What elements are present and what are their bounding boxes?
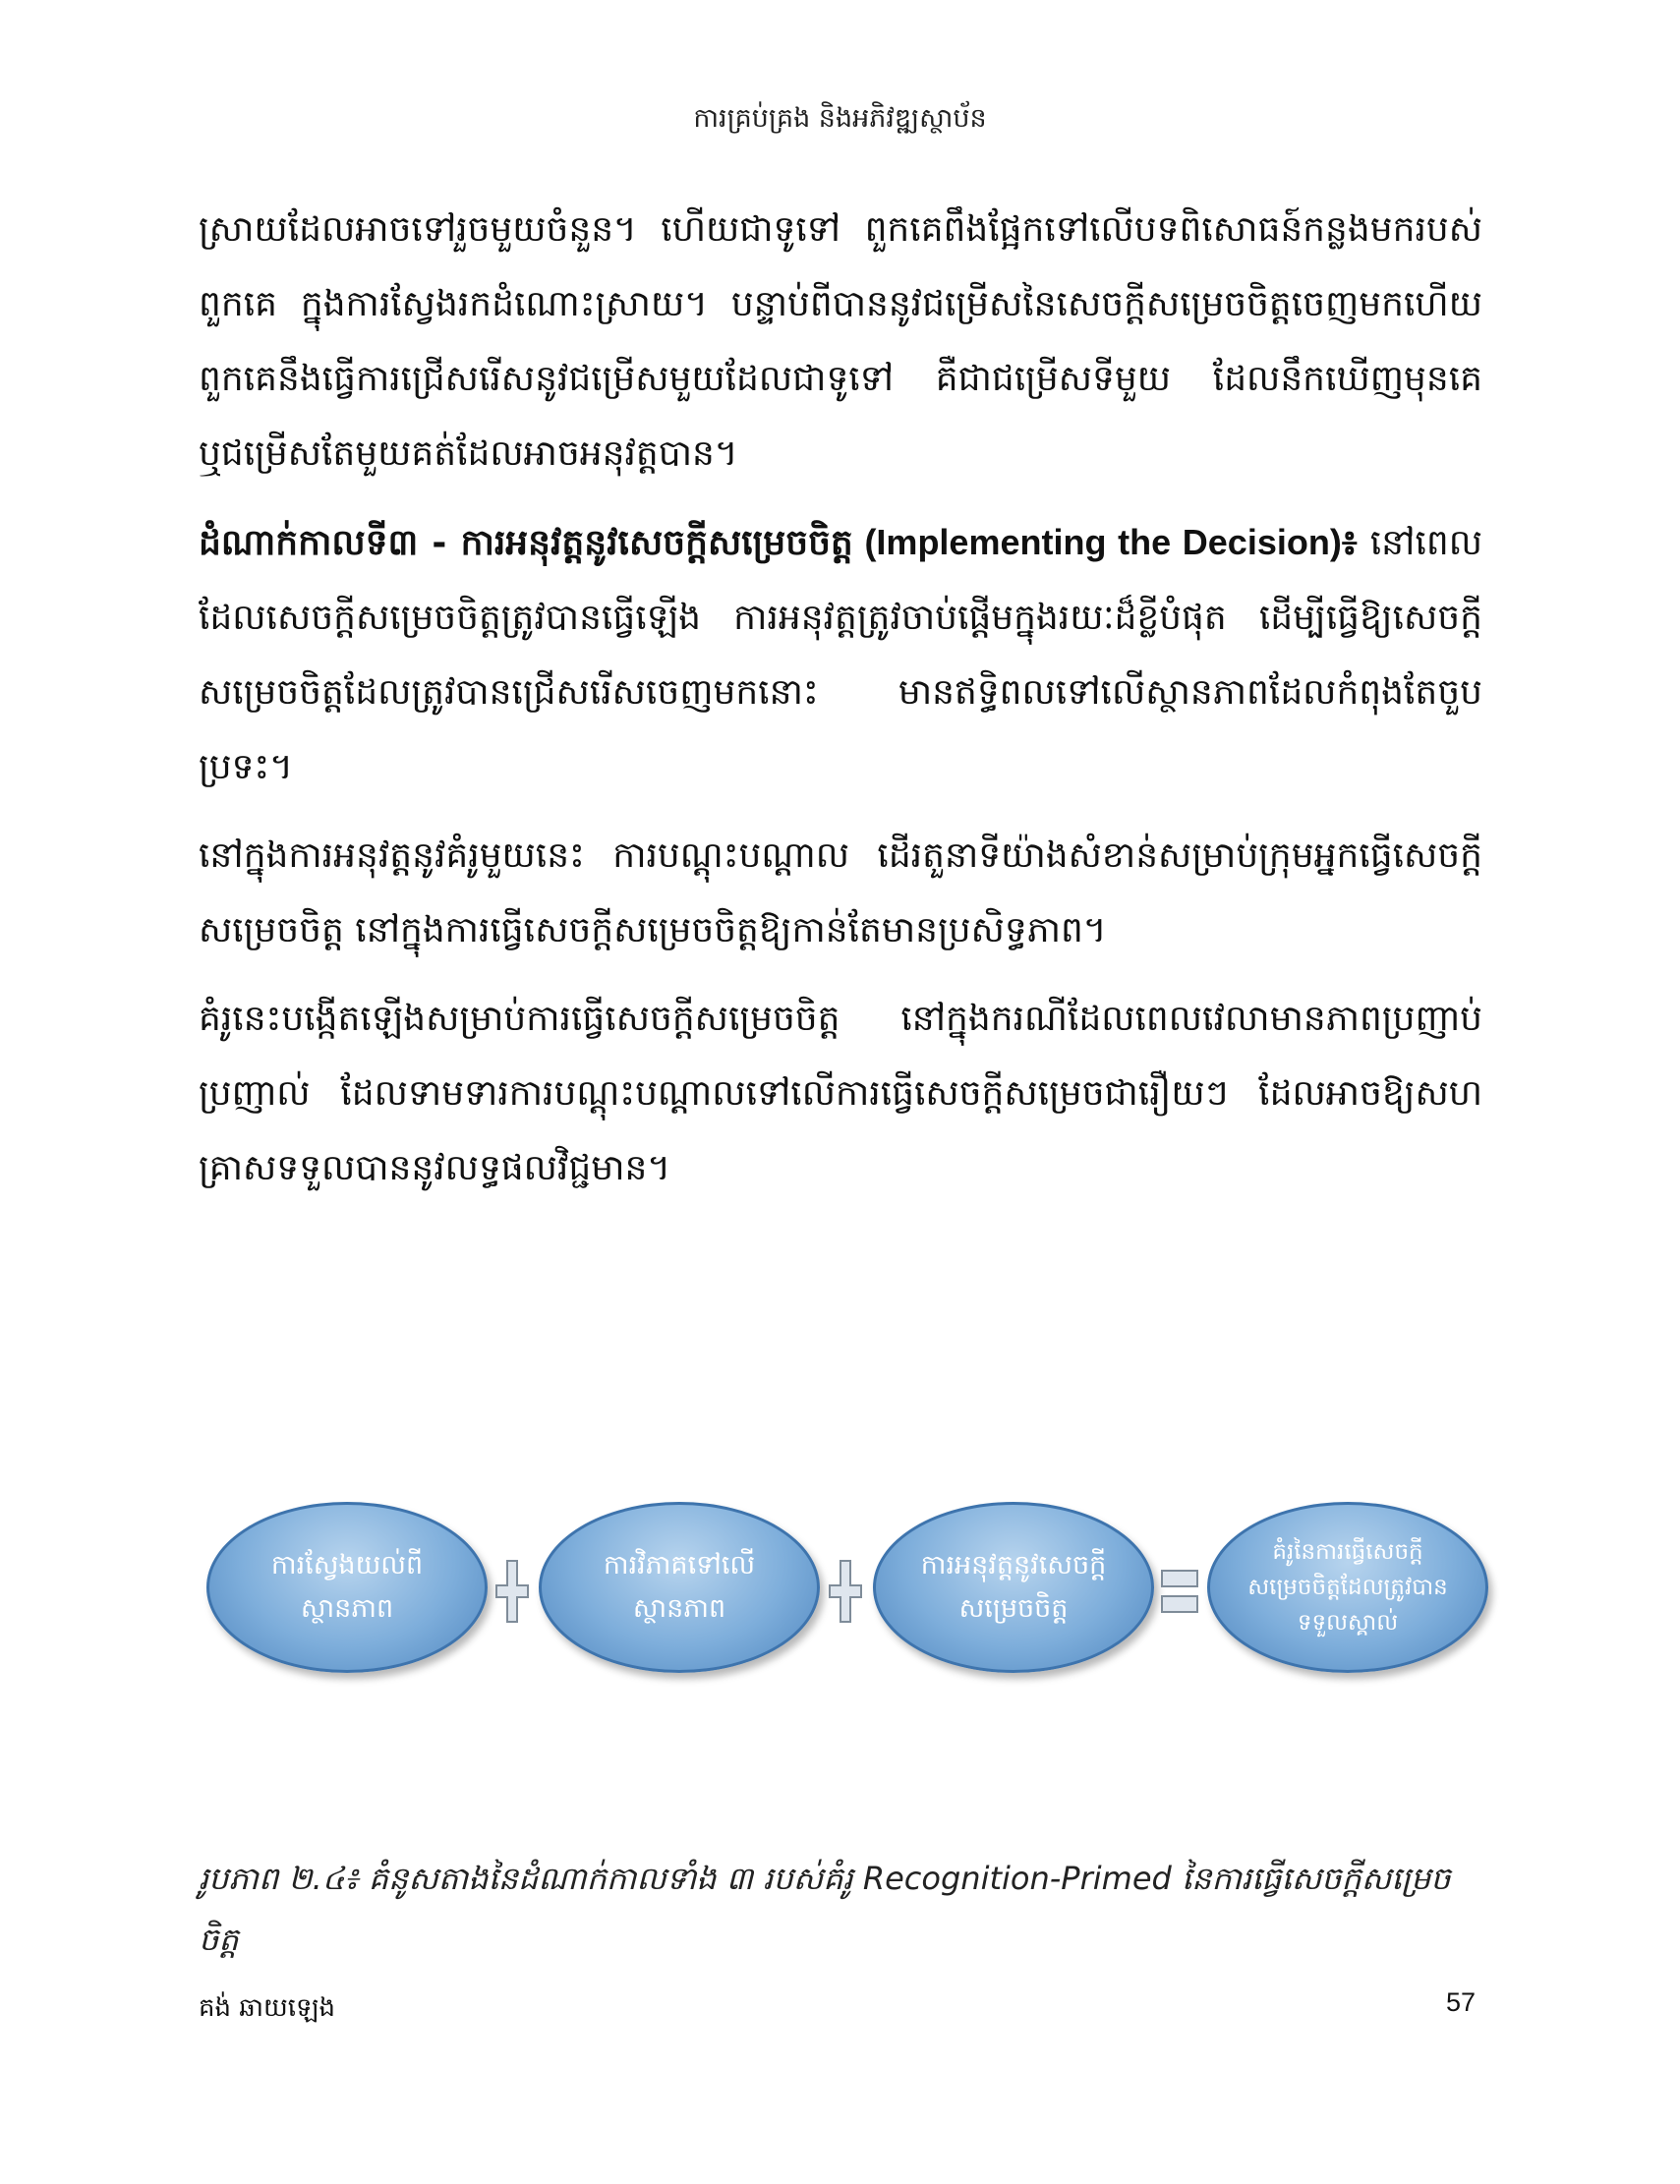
plus-icon: [826, 1559, 865, 1624]
equals-icon: [1160, 1559, 1199, 1624]
step-understand-situation: [206, 1502, 488, 1673]
step-implement-label: ការអនុវត្តនូវសេចក្តីសម្រេចចិត្ត: [920, 1550, 1107, 1624]
result-rpd-model: [1207, 1502, 1488, 1673]
page-number: 57: [1445, 1987, 1476, 2017]
paragraph-1: ស្រាយដែលអាចទៅរួចមួយចំនួន។ ហើយជាទូទៅ ពួកគេពឹងផ្អែកទៅលើបទពិសោធន៍កន្លងមករបស់ពួកគេ ក្នុងការស្វែងរកដំណោះស្រាយ។ បន្ទាប់ពីបាននូវជម្រើសនៃសេចក្តីសម្រេចចិត្តចេញមកហើយ ពួកគេនឹងធ្វើការជ្រើសរើសនូវជម្រើសមួយដែលជាទូទៅ គឺជាជម្រើសទីមួយ ដែលនឹកឃើញមុនគេ ឬជម្រើសតែមួយគត់ដែលអាចអនុវត្តបាន។: [199, 209, 1482, 474]
paragraph-4: គំរូនេះបង្កើតឡើងសម្រាប់ការធ្វើសេចក្តីសម្រេចចិត្ត នៅក្នុងករណីដែលពេលវេលាមានភាពប្រញាប់ប្រញាល់ ដែលទាមទារការបណ្តុះបណ្តាលទៅលើការធ្វើសេចក្តីសម្រេចជារឿយៗ ដែលអាចឱ្យសហគ្រាសទទួលបាននូវលទ្ធផលវិជ្ជមាន។: [199, 999, 1482, 1188]
paragraph-2: [199, 505, 1482, 805]
step-understand-label: ការស្វែងយល់ពីស្ថានភាព: [270, 1550, 424, 1624]
main-text: [199, 193, 1482, 1220]
stage-description: នៅពេលដែលសេចក្តីសម្រេចចិត្តត្រូវបានធ្វើឡើង ការអនុវត្តត្រូវចាប់ផ្តើមក្នុងរយៈដ៏ខ្លីបំផុត ដើម្បីធ្វើឱ្យសេចក្តីសម្រេចចិត្តដែលត្រូវបានជ្រើសរើសចេញមកនោះ មានឥទ្ធិពលទៅលើស្ថានភាពដែលកំពុងតែចួបប្រទះ។: [199, 523, 1483, 787]
step-analyze-situation: [539, 1502, 820, 1673]
rpd-model-diagram: [206, 1502, 1484, 1679]
step-implement-decision: [873, 1502, 1154, 1673]
figure-caption: រូបភាព ២.៤៖ គំនូសតាងនៃដំណាក់កាលទាំង ៣ របស់គំរូ Recognition-Primed នៃការធ្វើសេចក្តីសម្រេចចិត្ត: [199, 1860, 1451, 1958]
footer-author: គង់ ឆាយឡេង: [199, 1993, 336, 2023]
stage-heading-english: (Implementing the Decision)៖: [852, 522, 1358, 562]
paragraph-3: នៅក្នុងការអនុវត្តនូវគំរូមួយនេះ ការបណ្តុះបណ្តាល ដើរតួនាទីយ៉ាងសំខាន់សម្រាប់ក្រុមអ្នកធ្វើសេចក្តីសម្រេចចិត្ត នៅក្នុងការធ្វើសេចក្តីសម្រេចចិត្តឱ្យកាន់តែមានប្រសិទ្ធភាព។: [199, 835, 1482, 950]
result-label: គំរូនៃការធ្វើសេចក្តីសម្រេចចិត្តដែលត្រូវបានទទួលស្គាល់: [1247, 1539, 1448, 1636]
plus-icon: [492, 1559, 532, 1624]
step-analyze-label: ការវិភាគទៅលើស្ថានភាព: [603, 1550, 756, 1624]
stage-heading: ដំណាក់កាលទី៣ - ការអនុវត្តនូវសេចក្តីសម្រេចចិត្ត: [199, 523, 853, 563]
running-header: ការគ្រប់គ្រង និងអភិវឌ្ឍស្ថាប័ន: [693, 103, 987, 134]
